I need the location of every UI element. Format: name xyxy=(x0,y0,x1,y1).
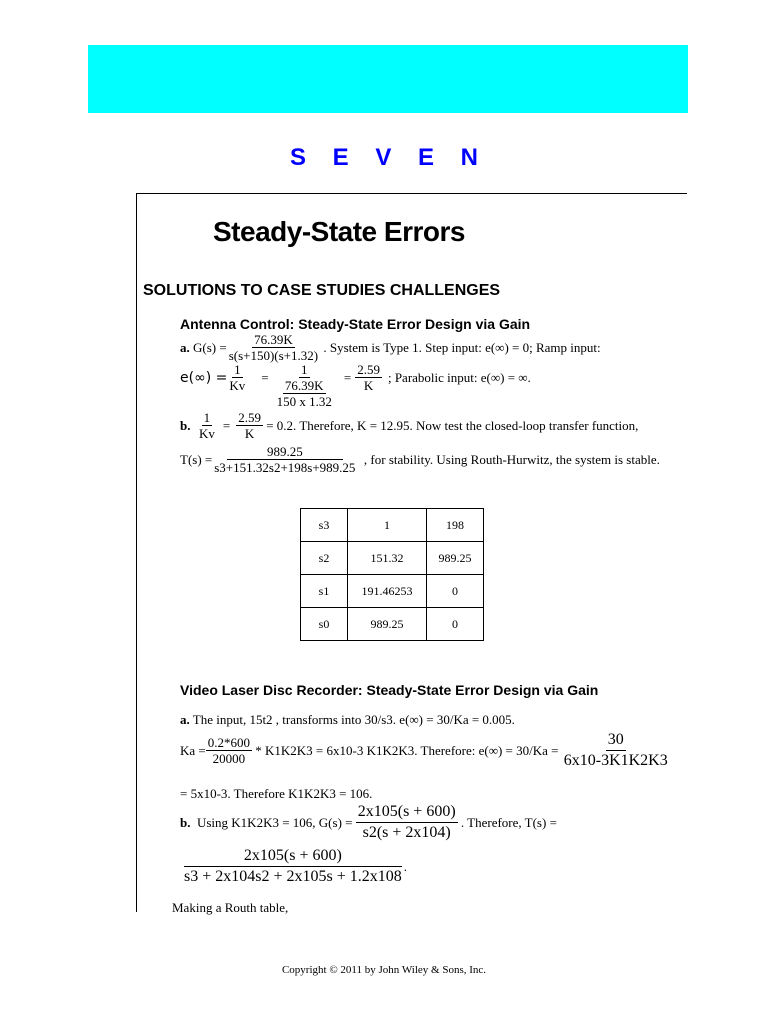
equals: = xyxy=(343,370,352,385)
table-cell: 191.46253 xyxy=(348,575,427,608)
part-b-text-2: . Therefore, T(s) = xyxy=(460,814,557,830)
table-cell: 0 xyxy=(427,575,484,608)
numerator: 2.59 xyxy=(357,362,380,377)
t-fraction xyxy=(182,846,404,887)
header-rule xyxy=(136,193,687,194)
table-cell: 989.25 xyxy=(348,608,427,641)
b-frac-1 xyxy=(197,410,217,441)
video-part-b xyxy=(180,802,557,843)
denominator: K xyxy=(244,426,255,441)
copyright: Copyright © 2011 by John Wiley & Sons, Inc. xyxy=(281,964,487,976)
row-label: s3 xyxy=(301,509,348,542)
numerator: 2x105(s + 600) xyxy=(184,846,402,867)
numerator: 30 xyxy=(606,730,626,751)
video-transfer-fn xyxy=(182,846,407,887)
big-fraction xyxy=(562,730,670,771)
denominator: Kv xyxy=(229,378,246,393)
table-row xyxy=(301,542,484,575)
part-a-text: . System is Type 1. Step input: e(∞) = 0; Ramp input: xyxy=(323,339,601,355)
equals: = xyxy=(261,370,269,385)
part-label: a. xyxy=(180,339,190,355)
video-line-3: = 5x10-3. Therefore K1K2K3 = 106. xyxy=(180,786,373,801)
ka-fraction xyxy=(206,735,252,766)
numerator: 0.2*600 xyxy=(207,735,250,750)
video-heading: Video Laser Disc Recorder: Steady-State Error Design via Gain xyxy=(180,682,599,698)
t-fraction xyxy=(212,444,357,475)
g-denominator: s(s+150)(s+1.32) xyxy=(228,348,319,363)
t-lhs: T(s) = xyxy=(180,451,213,467)
numerator: 1 xyxy=(301,362,308,377)
video-part-a xyxy=(180,712,515,728)
routh-table xyxy=(300,508,484,641)
chapter-banner xyxy=(88,45,688,113)
error-frac-3 xyxy=(355,362,382,393)
page-title: Steady-State Errors xyxy=(213,216,465,247)
ka-text: * K1K2K3 = 6x10-3 K1K2K3. Therefore: e(∞) = 30/Ka = xyxy=(255,742,559,758)
denominator: K xyxy=(363,378,374,393)
g-lhs: G(s) = xyxy=(193,339,227,355)
video-ka-eq xyxy=(180,730,670,771)
numerator: 1 xyxy=(203,410,211,425)
antenna-part-a xyxy=(180,332,601,363)
part-label: b. xyxy=(180,814,191,830)
row-label: s2 xyxy=(301,542,348,575)
b-frac-2 xyxy=(236,410,263,441)
g-fraction xyxy=(227,332,320,363)
part-b-text: Using K1K2K3 = 106, G(s) = xyxy=(196,814,353,830)
parabolic-text: ; Parabolic input: e(∞) = ∞. xyxy=(387,370,531,385)
table-cell: 0 xyxy=(427,608,484,641)
period: . xyxy=(403,858,407,874)
equals: = xyxy=(222,417,231,433)
numerator: 1 xyxy=(234,362,241,377)
numerator: 2.59 xyxy=(238,410,261,425)
error-lhs: e(∞) = xyxy=(180,370,228,386)
routh-table-text: Making a Routh table, xyxy=(172,900,289,915)
antenna-error-eq xyxy=(180,362,531,409)
section-heading: SOLUTIONS TO CASE STUDIES CHALLENGES xyxy=(143,282,501,299)
nested-denominator: 150 x 1.32 xyxy=(276,394,332,409)
table-cell: 198 xyxy=(427,509,484,542)
t-denominator: s3+151.32s2+198s+989.25 xyxy=(214,460,356,475)
row-label: s1 xyxy=(301,575,348,608)
table-row xyxy=(301,509,484,542)
part-label: a. xyxy=(180,712,190,727)
part-label: b. xyxy=(180,417,191,433)
antenna-part-b xyxy=(180,410,638,441)
denominator: Kv xyxy=(198,426,215,441)
part-b-text: = 0.2. Therefore, K = 12.95. Now test the closed-loop transfer function, xyxy=(266,417,639,433)
row-label: s0 xyxy=(301,608,348,641)
ka-lhs: Ka = xyxy=(180,742,206,758)
chapter-number: S E V E N xyxy=(289,144,489,171)
table-cell: 1 xyxy=(348,509,427,542)
table-row xyxy=(301,608,484,641)
denominator: 20000 xyxy=(212,751,246,766)
table-cell: 989.25 xyxy=(427,542,484,575)
margin-rule xyxy=(136,193,137,912)
denominator: s2(s + 2x104) xyxy=(362,824,451,841)
denominator: s3 + 2x104s2 + 2x105s + 1.2x108 xyxy=(184,868,402,885)
denominator: 6x10-3K1K2K3 xyxy=(563,752,668,769)
nested-numerator: 76.39K xyxy=(284,378,324,393)
error-frac-1 xyxy=(227,362,247,393)
table-row xyxy=(301,575,484,608)
antenna-transfer-fn xyxy=(180,444,660,475)
table-cell: 151.32 xyxy=(348,542,427,575)
g-numerator: 76.39K xyxy=(254,332,293,347)
part-a-text: The input, 15t2 , transforms into 30/s3. e(∞) = 30/Ka = 0.005. xyxy=(192,712,515,727)
numerator: 2x105(s + 600) xyxy=(356,802,458,823)
stability-text: , for stability. Using Routh-Hurwitz, the system is stable. xyxy=(363,451,660,467)
g-fraction xyxy=(356,802,458,843)
antenna-heading: Antenna Control: Steady-State Error Design via Gain xyxy=(180,316,531,332)
error-frac-2 xyxy=(275,362,334,409)
t-numerator: 989.25 xyxy=(227,444,343,460)
